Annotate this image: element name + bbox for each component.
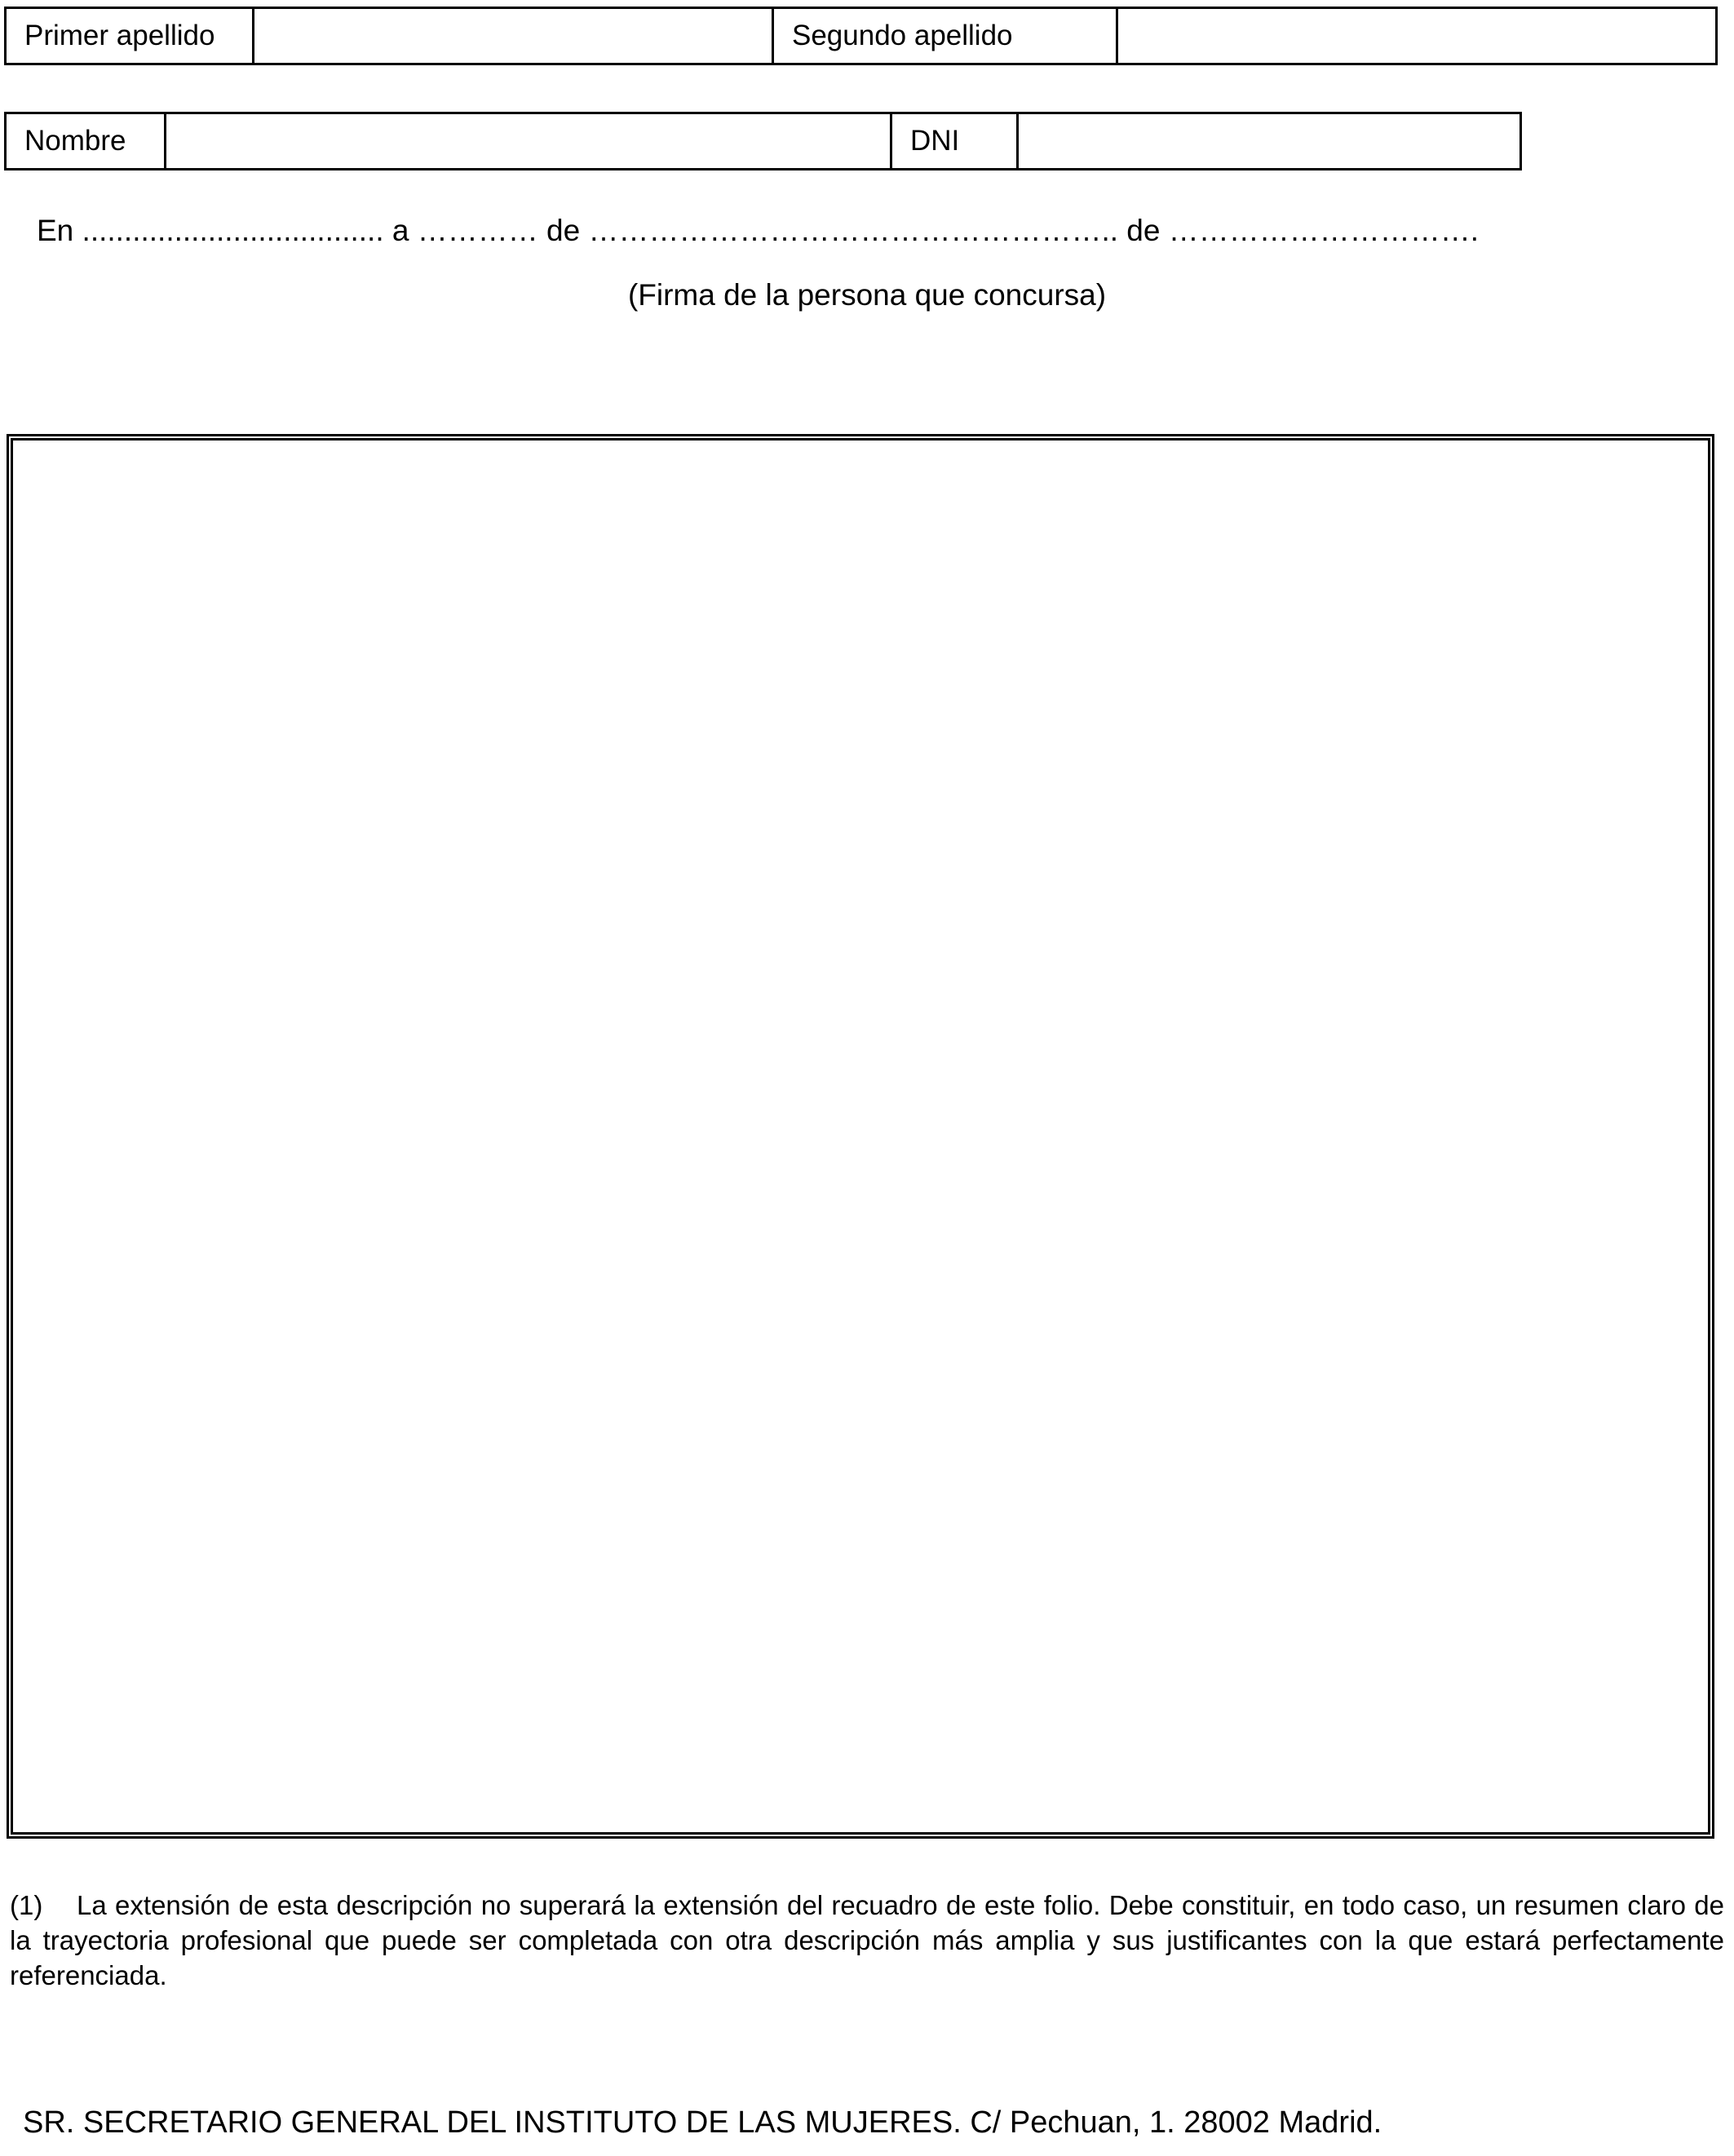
footnote-marker: (1) (10, 1890, 43, 1920)
first-surname-field[interactable] (254, 8, 773, 64)
second-surname-label: Segundo apellido (773, 8, 1117, 64)
name-label: Nombre (6, 113, 166, 170)
surnames-table (4, 7, 1718, 65)
footnote-text: La extensión de esta descripción no superará la extensión del recuadro de este folio. Debe constituir, en todo caso, un resumen claro de la trayectoria profesional que puede ser completada con otra descripción más amplia y sus justificantes con la que estará perfectamente referenciada. (10, 1890, 1724, 1990)
addressee-line: SR. SECRETARIO GENERAL DEL INSTITUTO DE LAS MUJERES. C/ Pechuan, 1. 28002 Madrid. (23, 2105, 1382, 2140)
name-field[interactable] (166, 113, 891, 170)
description-box[interactable] (7, 434, 1714, 1839)
dni-field[interactable] (1018, 113, 1521, 170)
place-date-line: En .................................... a ………… de …………………………………………….. de …………………………. (37, 214, 1480, 247)
footnote (10, 1888, 1724, 1993)
signature-caption: (Firma de la persona que concursa) (627, 278, 1107, 312)
name-dni-table (4, 112, 1522, 170)
second-surname-field[interactable] (1117, 8, 1717, 64)
first-surname-label: Primer apellido (6, 8, 254, 64)
dni-label: DNI (891, 113, 1018, 170)
